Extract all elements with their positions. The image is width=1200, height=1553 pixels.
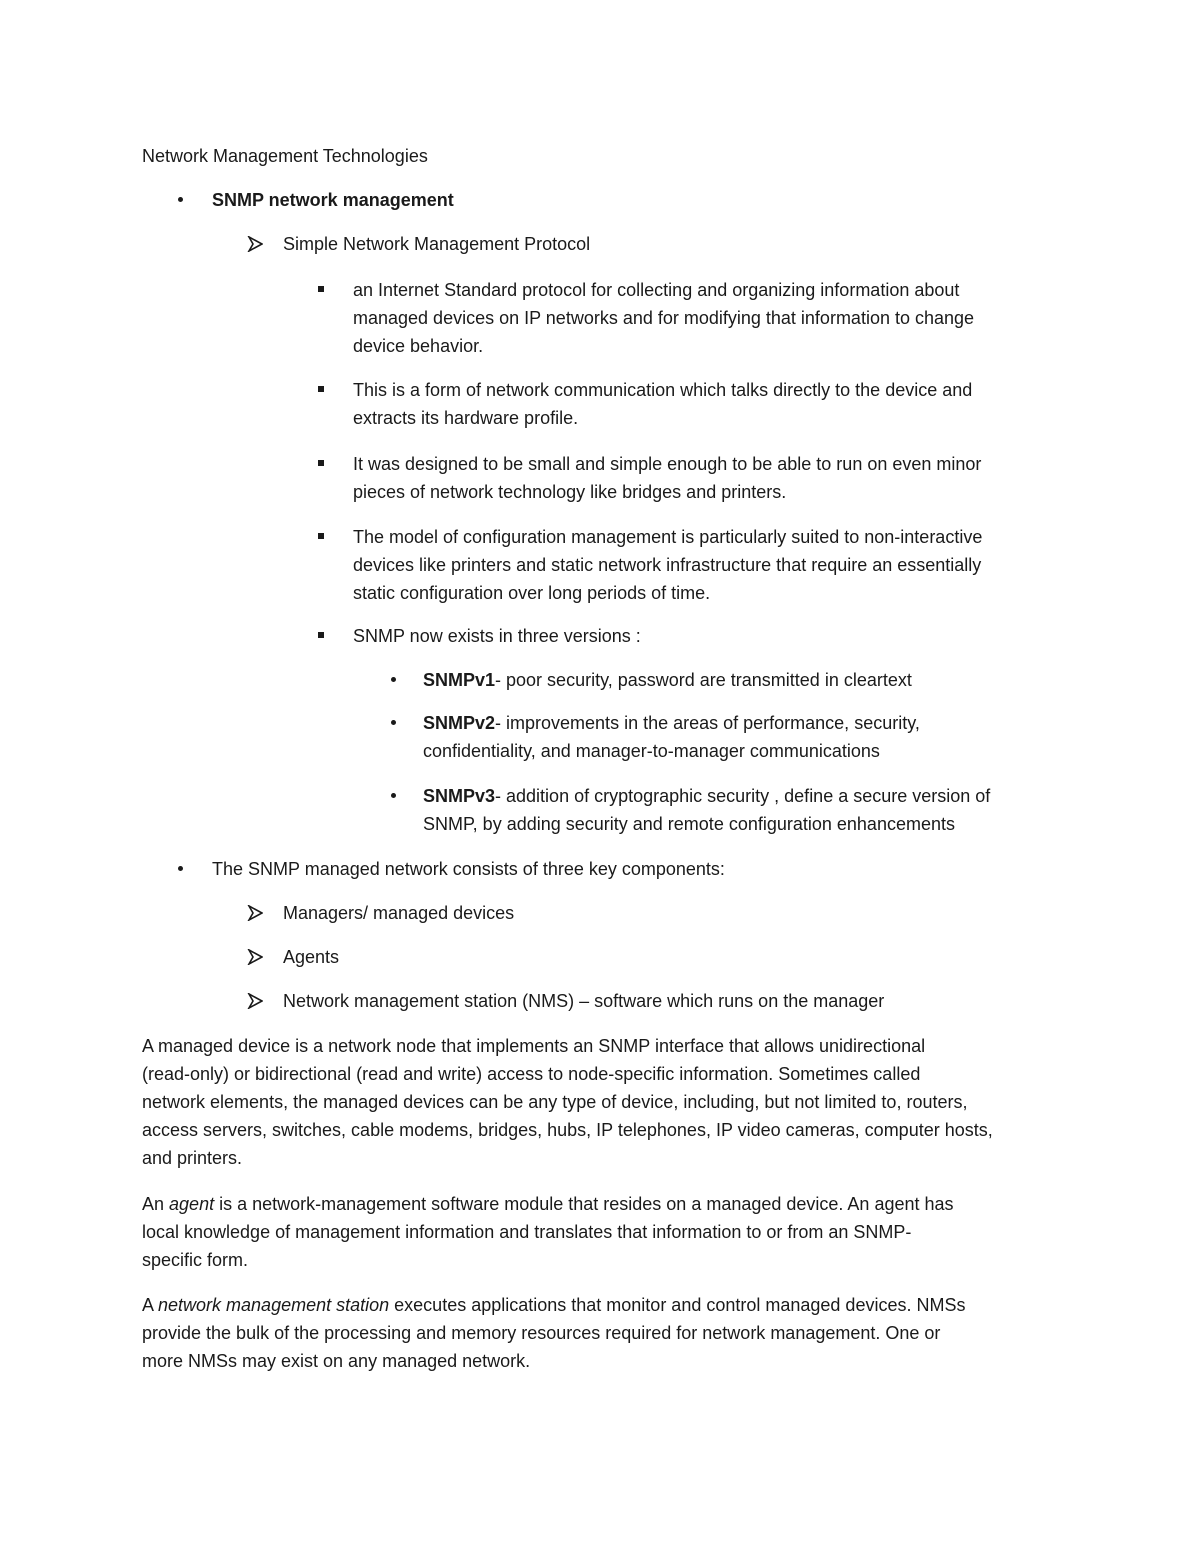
version-desc-continued: confidentiality, and manager-to-manager communications (423, 741, 880, 761)
bullet-icon (178, 866, 183, 871)
bullet-icon (391, 793, 396, 798)
square-bullet-icon (318, 533, 324, 539)
paragraph-line: specific form. (142, 1250, 249, 1270)
paragraph-text: is a network-management software module that resides on a managed device. An agent has (214, 1194, 954, 1214)
point-line: extracts its hardware profile. (353, 408, 579, 428)
paragraph-line: access servers, switches, cable modems, bridges, hubs, IP telephones, IP video cameras, computer hosts, (142, 1120, 993, 1140)
version-line (423, 710, 920, 736)
arrow-bullet-icon (247, 993, 263, 1009)
paragraph-line: local knowledge of management information and translates that information to or from an SNMP- (142, 1222, 912, 1242)
version-name: SNMPv1 (423, 670, 496, 690)
paragraph-line (142, 1292, 965, 1318)
paragraph-text: executes applications that monitor and control managed devices. NMSs (389, 1295, 966, 1315)
paragraph-prefix: An (142, 1194, 170, 1214)
nms-term: network management station (158, 1295, 390, 1315)
version-desc-continued: SNMP, by adding security and remote configuration enhancements (423, 814, 955, 834)
version-desc: - addition of cryptographic security , define a secure version of (495, 786, 991, 806)
components-heading: The SNMP managed network consists of three key components: (212, 859, 725, 879)
version-line (423, 783, 990, 809)
point-line: SNMP now exists in three versions : (353, 626, 641, 646)
arrow-bullet-icon (247, 949, 263, 965)
point-line: an Internet Standard protocol for collecting and organizing information about (353, 280, 960, 300)
component-item: Managers/ managed devices (283, 903, 515, 923)
agent-term: agent (169, 1194, 215, 1214)
point-line: static configuration over long periods of time. (353, 583, 711, 603)
bullet-icon (391, 677, 396, 682)
snmp-subheading: Simple Network Management Protocol (283, 234, 591, 254)
paragraph-line (142, 1191, 954, 1217)
bullet-icon (178, 197, 183, 202)
point-line: The model of configuration management is particularly suited to non-interactive (353, 527, 983, 547)
bullet-icon (391, 720, 396, 725)
version-name: SNMPv2 (423, 713, 496, 733)
point-line: This is a form of network communication which talks directly to the device and (353, 380, 973, 400)
point-line: devices like printers and static network infrastructure that require an essentially (353, 555, 982, 575)
paragraph-line: more NMSs may exist on any managed network. (142, 1351, 531, 1371)
point-line: device behavior. (353, 336, 484, 356)
paragraph-line: provide the bulk of the processing and memory resources required for network management. One or (142, 1323, 941, 1343)
point-line: It was designed to be small and simple enough to be able to run on even minor (353, 454, 982, 474)
component-item: Agents (283, 947, 340, 967)
paragraph-prefix: A (142, 1295, 159, 1315)
square-bullet-icon (318, 386, 324, 392)
arrow-bullet-icon (247, 236, 263, 252)
version-name: SNMPv3 (423, 786, 496, 806)
version-line (423, 667, 912, 693)
square-bullet-icon (318, 460, 324, 466)
paragraph-line: (read-only) or bidirectional (read and write) access to node-specific information. Sometimes called (142, 1064, 921, 1084)
document-title: Network Management Technologies (142, 146, 428, 166)
point-line: pieces of network technology like bridges and printers. (353, 482, 787, 502)
paragraph-line: network elements, the managed devices can be any type of device, including, but not limited to, routers, (142, 1092, 968, 1112)
snmp-heading: SNMP network management (212, 190, 454, 210)
square-bullet-icon (318, 286, 324, 292)
version-desc: - poor security, password are transmitted in cleartext (495, 670, 912, 690)
arrow-bullet-icon (247, 905, 263, 921)
paragraph-line: and printers. (142, 1148, 243, 1168)
version-desc: - improvements in the areas of performance, security, (495, 713, 920, 733)
point-line: managed devices on IP networks and for modifying that information to change (353, 308, 975, 328)
paragraph-line: A managed device is a network node that implements an SNMP interface that allows unidirectional (142, 1036, 926, 1056)
component-item: Network management station (NMS) – software which runs on the manager (283, 991, 885, 1011)
square-bullet-icon (318, 632, 324, 638)
